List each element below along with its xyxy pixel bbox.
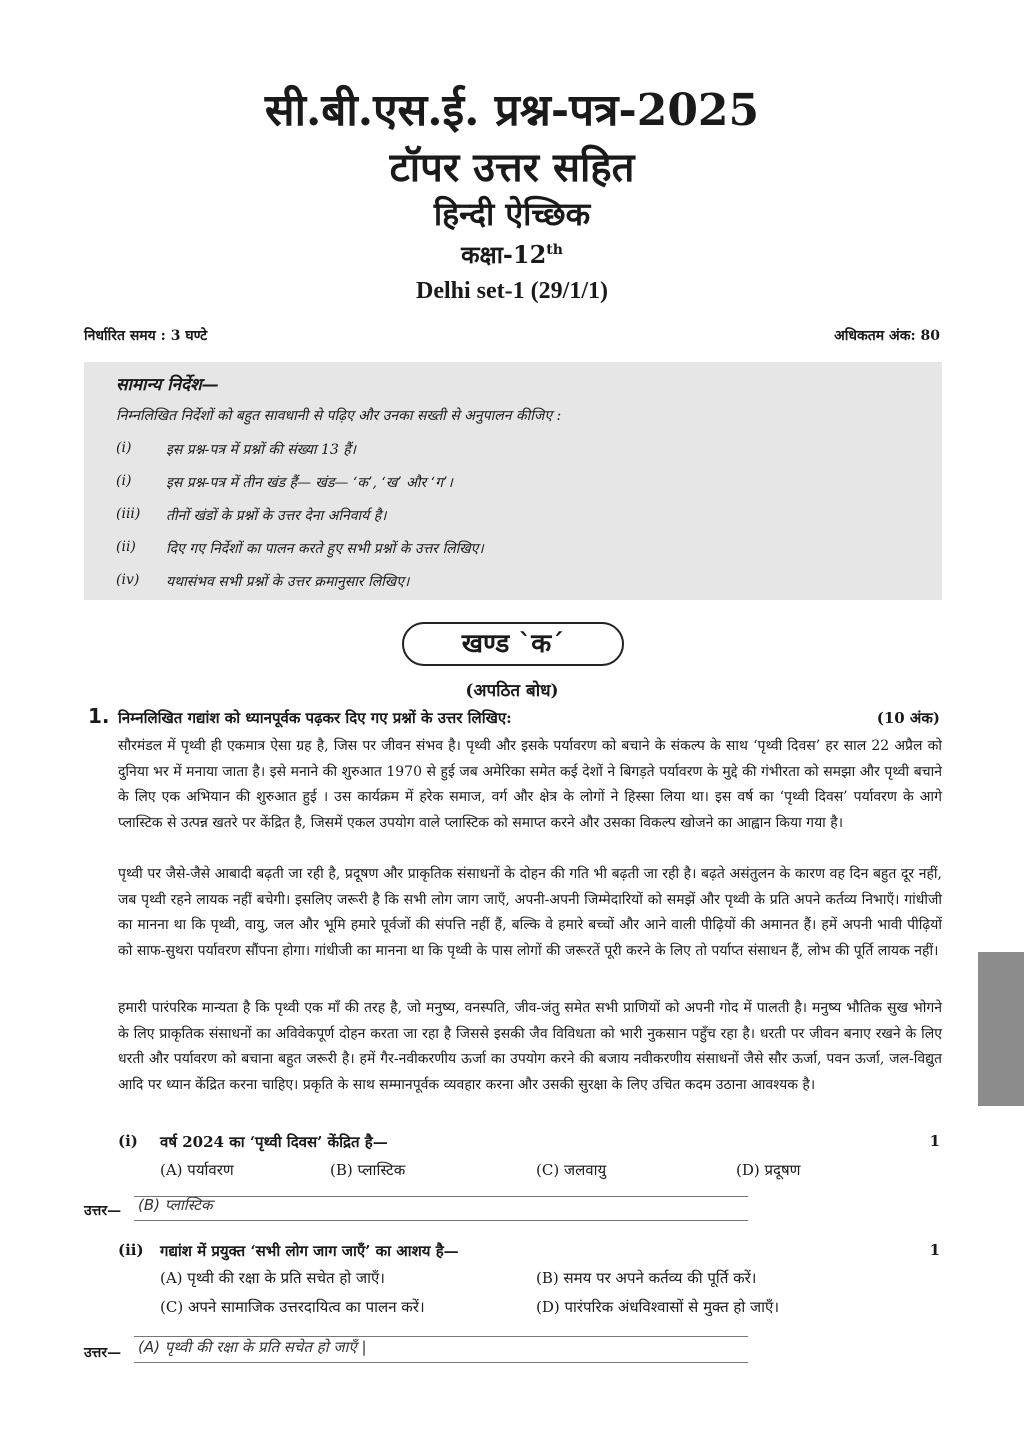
subquestion-marks: 1: [929, 1241, 940, 1259]
subquestion-label: (ii): [118, 1241, 144, 1259]
handwritten-answer: (B) प्लास्टिक: [138, 1196, 213, 1214]
instruction-num: (i): [116, 473, 132, 489]
handwritten-answer: (A) पृथ्वी की रक्षा के प्रति सचेत हो जाएँ |: [138, 1338, 367, 1356]
instruction-num: (ii): [116, 539, 136, 555]
instruction-text: यथासंभव सभी प्रश्नों के उत्तर क्रमानुसार लिखिए।: [166, 574, 410, 590]
option-b: (B) प्लास्टिक: [330, 1161, 406, 1179]
option-a: (A) पर्यावरण: [160, 1161, 234, 1179]
class-sup: th: [546, 242, 563, 258]
option-c: (C) अपने सामाजिक उत्तरदायित्व का पालन करें।: [160, 1298, 425, 1316]
time-allowed: निर्धारित समय : 3 घण्टे: [84, 328, 208, 344]
instruction-num: (iv): [116, 572, 140, 588]
paper-subtitle: टॉपर उत्तर सहित: [389, 144, 635, 191]
class-title: [0, 238, 1024, 271]
passage-paragraph: सौरमंडल में पृथ्वी ही एकमात्र ऐसा ग्रह है, जिस पर जीवन संभव है। पृथ्वी और इसके पर्यावरण को बचाने के संकल्प के साथ ‘पृथ्वी दिवस’ हर साल 22 अप्रैल को दुनिया भर में मनाया जाता है। इसे मनाने की शुरुआत 1970 से हुई जब अमेरिका समेत कई देशों ने बिगड़ते पर्यावरण के मुद्दे की गंभीरता को समझा और पृथ्वी बचाने के लिए एक अभियान की शुरुआत हुई । उस कार्यक्रम में हरेक समाज, वर्ग और क्षेत्र के लोगों ने हिस्सा लिया था। इस वर्ष का ‘पृथ्वी दिवस’ पर्यावरण के आगे प्लास्टिक से उत्पन्न खतरे पर केंद्रित है, जिसमें एकल उपयोग वाले प्लास्टिक को समाप्त करने और उसका विकल्प खोजने का आह्वान किया गया है।: [118, 738, 942, 831]
page-side-tab: [978, 952, 1024, 1106]
set-title: Delhi set-1 (29/1/1): [416, 278, 608, 304]
instructions-title: सामान्य निर्देश—: [116, 375, 219, 395]
subquestion-text: वर्ष 2024 का ‘पृथ्वी दिवस’ केंद्रित है—: [160, 1133, 388, 1151]
option-d: (D) पारंपरिक अंधविश्वासों से मुक्त हो जाएँ।: [536, 1298, 780, 1316]
option-b: (B) समय पर अपने कर्तव्य की पूर्ति करें।: [536, 1269, 757, 1287]
answer-line: [134, 1336, 748, 1337]
passage-paragraph: पृथ्वी पर जैसे-जैसे आबादी बढ़ती जा रही है, प्रदूषण और प्राकृतिक संसाधनों के दोहन की गति भी बढ़ती जा रही है। बढ़ते असंतुलन के कारण वह दिन बहुत दूर नहीं, जब पृथ्वी रहने लायक नहीं बचेगी। इसलिए जरूरी है कि सभी लोग जाग जाएँ, अपनी-अपनी जिम्मेदारियों को समझें और पृथ्वी के प्रति अपने कर्तव्य निभाएँ। गांधीजी का मानना था कि पृथ्वी, वायु, जल और भूमि हमारे पूर्वजों की संपत्ति नहीं हैं, बल्कि वे हमारे बच्चों और आने वाली पीढ़ियों की अमानत हैं। हमें अपनी भावी पीढ़ियों को साफ-सुथरा पर्यावरण सौंपना होगा। गांधीजी का मानना था कि पृथ्वी के पास लोगों की जरूरतें पूरी करने के लिए तो पर्याप्त संसाधन हैं, लोभ की पूर्ति लायक नहीं।: [118, 866, 942, 959]
section-subtitle: (अपठित बोध): [465, 681, 559, 701]
option-c: (C) जलवायु: [536, 1161, 607, 1179]
paper-title: सी.बी.एस.ई. प्रश्न-पत्र-2025: [264, 85, 760, 136]
instruction-text: तीनों खंडों के प्रश्नों के उत्तर देना अनिवार्य है।: [166, 508, 387, 524]
answer-line: [134, 1196, 748, 1197]
class-label: कक्षा-12: [461, 240, 547, 269]
subject-title: हिन्दी ऐच्छिक: [433, 195, 591, 233]
instructions-box: [84, 362, 942, 600]
subquestion-marks: 1: [929, 1132, 940, 1150]
question-marks: (10 अंक): [876, 709, 940, 727]
option-a: (A) पृथ्वी की रक्षा के प्रति सचेत हो जाएँ।: [160, 1269, 385, 1287]
instruction-num: (iii): [116, 506, 141, 522]
subquestion-text: गद्यांश में प्रयुक्त ‘सभी लोग जाग जाएँ’ का आशय है—: [160, 1242, 459, 1260]
instruction-text: इस प्रश्न-पत्र में प्रश्नों की संख्या 13 हैं।: [166, 442, 356, 458]
instruction-num: (i): [116, 440, 132, 456]
passage-paragraph: हमारी पारंपरिक मान्यता है कि पृथ्वी एक माँ की तरह है, जो मनुष्य, वनस्पति, जीव-जंतु समेत सभी प्राणियों को अपनी गोद में पालती है। मनुष्य भौतिक सुख भोगने के लिए प्राकृतिक संसाधनों का अविवेकपूर्ण दोहन करता जा रहा है जिससे इसकी जैव विविधता को भारी नुकसान पहुँच रहा है। धरती पर जीवन बनाए रखने के लिए धरती और पर्यावरण को बचाना बहुत जरूरी है। हमें गैर-नवीकरणीय ऊर्जा का उपयोग करने की बजाय नवीकरणीय संसाधनों जैसे सौर ऊर्जा, पवन ऊर्जा, जल-विद्युत आदि पर ध्यान केंद्रित करना चाहिए। प्रकृति के साथ सम्मानपूर्वक व्यवहार करना और उसकी सुरक्षा के लिए उचित कदम उठाना आवश्यक है।: [118, 1000, 942, 1093]
section-heading: खण्ड `क´: [402, 622, 624, 666]
answer-line: [134, 1220, 748, 1221]
option-d: (D) प्रदूषण: [736, 1161, 801, 1179]
question-text: निम्नलिखित गद्यांश को ध्यानपूर्वक पढ़कर दिए गए प्रश्नों के उत्तर लिखिए:: [118, 709, 512, 727]
max-marks: अधिकतम अंक: 80: [834, 328, 940, 344]
instructions-intro: निम्नलिखित निर्देशों को बहुत सावधानी से पढ़िए और उनका सख्ती से अनुपालन कीजिए :: [116, 408, 562, 424]
instruction-text: इस प्रश्न-पत्र में तीन खंड हैं— खंड— ‘क’, ‘ख’ और ‘ग’।: [166, 475, 453, 491]
answer-label: उत्तर—: [84, 1345, 122, 1361]
subquestion-label: (i): [118, 1132, 138, 1150]
answer-label: उत्तर—: [84, 1203, 122, 1219]
answer-line: [134, 1362, 748, 1363]
instruction-text: दिए गए निर्देशों का पालन करते हुए सभी प्रश्नों के उत्तर लिखिए।: [166, 541, 484, 557]
question-number: 1.: [88, 704, 110, 728]
